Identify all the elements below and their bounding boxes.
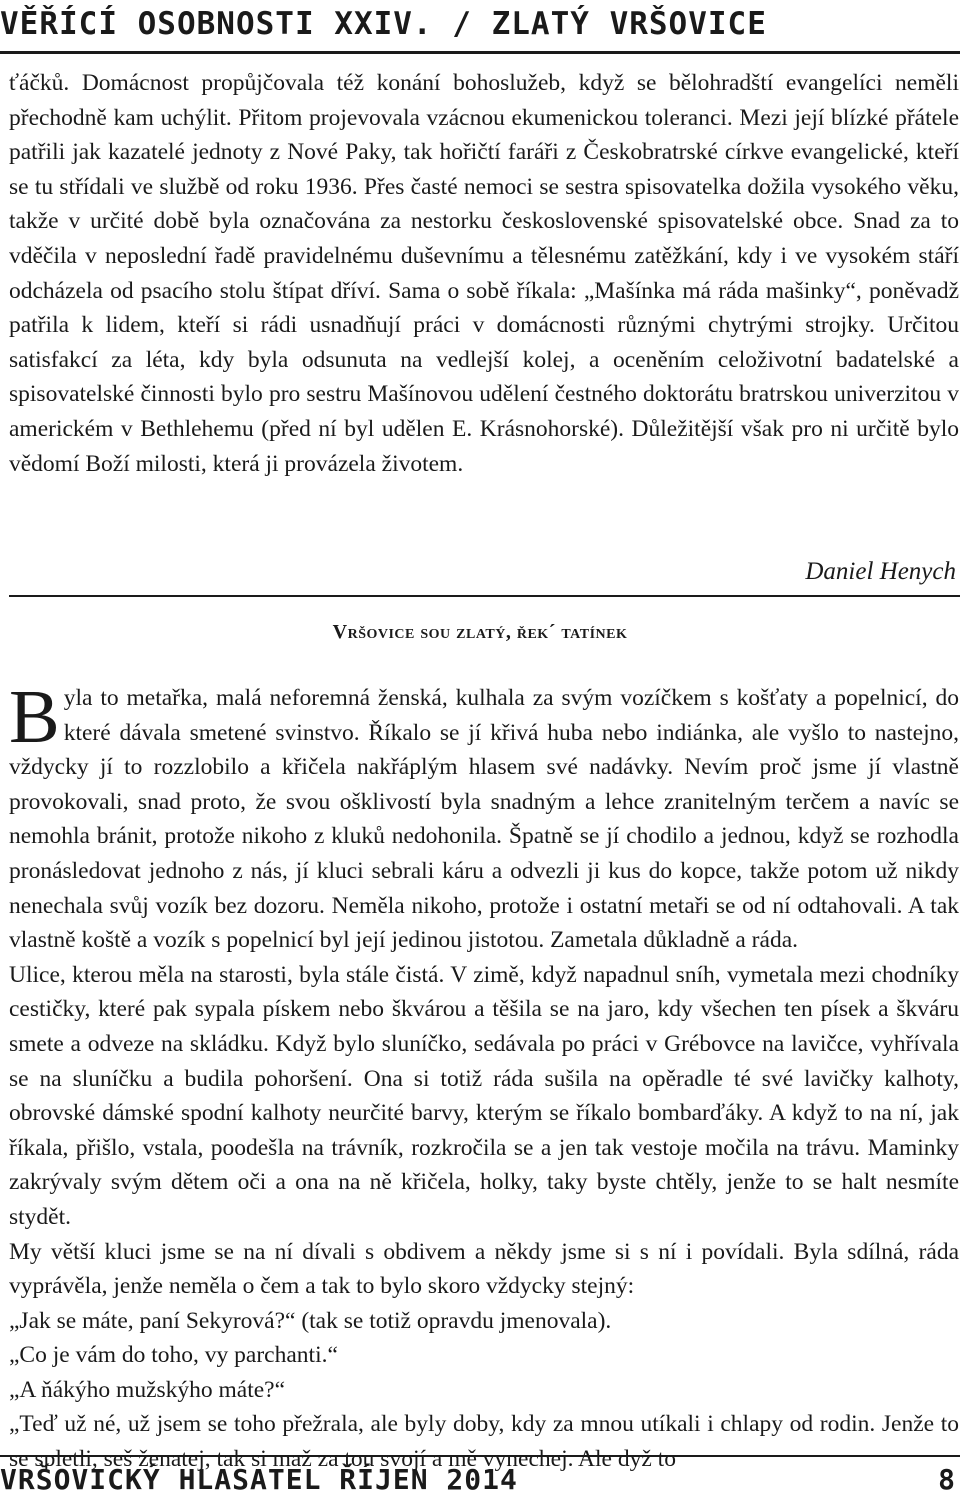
page-footer [0,1455,960,1499]
author-signature: Daniel Henych [805,558,956,585]
article-paragraph: „Jak se máte, paní Sekyrová?“ (tak se totiž opravdu jmenovala). [9,1307,612,1334]
section-title: Vršovice sou zlatý, řek´ tatínek [332,621,628,643]
paragraph-text: yla to metařka, malá neforemná ženská, kulhala za svým vozíčkem s košťaty a popelnicí, do které dávala smetené svinstvo. Říkalo se jí křivá huba nebo indiánka, ale vyšlo to nastejno, vždycky jí to rozzlobilo a křičela nakřáplým hlasem své nadávky. Nevím proč jsme jí vlastně provokovali, snad proto, že svou ošklivostí byla snadným a lehce zranitelným terčem a navíc se nemohla bránit, protože nikoho z kluků nedohonila. Špatně se jí chodilo a jednou, když se rozhodla pronásledovat jednoho z nás, jí kluci sebrali káru a odvezli ji kus do kopce, takže potom už nikdy nenechala svůj vozík bez dozoru. Neměla nikoho, protože i ostatní metaři se od ní odtahovali. A tak vlastně koště a vozík s popelnicí byl její jedinou jistotou. Zametala důkladně a ráda. [9,685,959,954]
article-body [9,675,959,1477]
header-rule [0,51,960,54]
article-paragraph [9,675,959,958]
section-divider [9,595,960,597]
article-continuation-text: ťáčků. Domácnost propůjčovala též konání bohoslužeb, když se bělohradští evangelíci neměli přechodně kam uchýlit. Přitom projevovala vzácnou ekumenickou toleranci. Mezi její blízké přátele patřili jak kazatelé jednoty z Nové Paky, tak hořičtí faráři z Českobratrské církve evangelické, kteří se tu střídali ve službě od roku 1936. Přes časté nemoci se sestra spisovatelka dožila vysokého věku, takže v určité době byla označována za nestorku československé spisovatelské obce. Snad za to vděčila v neposlední řadě pravidelnému duševnímu a tělesnému zatěžkání, kdy i ve vysokém stáří odcházela od psacího stolu štípat dříví. Sama o sobě říkala: „Mašínka má ráda mašinky“, poněvadž patřila k lidem, kteří si rádi usnadňují práci v domácnosti různými chytrými strojky. Určitou satisfakcí za léta, kdy byla odsunuta na vedlejší kolej, a oceněním celoživotní badatelské a spisovatelské činnosti bylo pro sestru Mašínovou udělení čestného doktorátu bratrskou univerzitou v americkém v Bethlehemu (před ní byl udělen E. Krásnohorské). Důležitější však pro ni určitě bylo vědomí Boží milosti, která ji provázela životem. [9,70,959,477]
header-title: VĚŘÍCÍ OSOBNOSTI XXIV. / ZLATÝ VRŠOVICE [0,6,767,42]
article-continuation [9,66,959,481]
article-paragraph: My větší kluci jsme se na ní dívali s obdivem a někdy jsme si s ní i povídali. Byla sdílná, ráda vyprávěla, jenže neměla o čem a tak to bylo skoro vždycky stejný: [9,1238,959,1300]
publication-name: VRŠOVICKÝ HLASATEL ŘÍJEN 2014 [0,1463,518,1496]
drop-cap: B [9,675,60,759]
article-paragraph: „Teď už né, už jsem se toho přežrala, ale byly doby, kdy za mnou utíkali i chlapy od rodin. Jenže to se spletli, seš ženatej, tak si maž za tou svojí a mě vynechej. Ale dyž to [9,1411,959,1473]
article-paragraph: „Co je vám do toho, vy parchanti.“ [9,1342,338,1369]
article-paragraph: „A ňákýho mužskýho máte?“ [9,1376,286,1403]
page-header [0,0,960,48]
article-paragraph: Ulice, kterou měla na starosti, byla stále čistá. V zimě, když napadnul sníh, vymetala mezi chodníky cestičky, které pak sypala pískem nebo škvárou a těšila se na jaro, kdy všechen ten písek a škváru smete a odveze na skládku. Když bylo sluníčko, sedávala po práci v Grébovce na lavičce, vyhřívala se na sluníčku a budila pohoršení. Ona si totiž ráda sušila na opěradle té své lavičky kalhoty, obrovské dámské spodní kalhoty neurčité barvy, kterým se říkalo bombarďáky. A když to na ní, jak říkala, přišlo, vstala, poodešla na trávník, rozkročila se a jen tak vestoje močila na trávu. Maminky zakrývaly svým dětem oči a ona na ně křičela, holky, taky byste chtěly, jenže to se halt nesmíte stydět. [9,961,959,1230]
page-number: 8 [938,1463,956,1496]
